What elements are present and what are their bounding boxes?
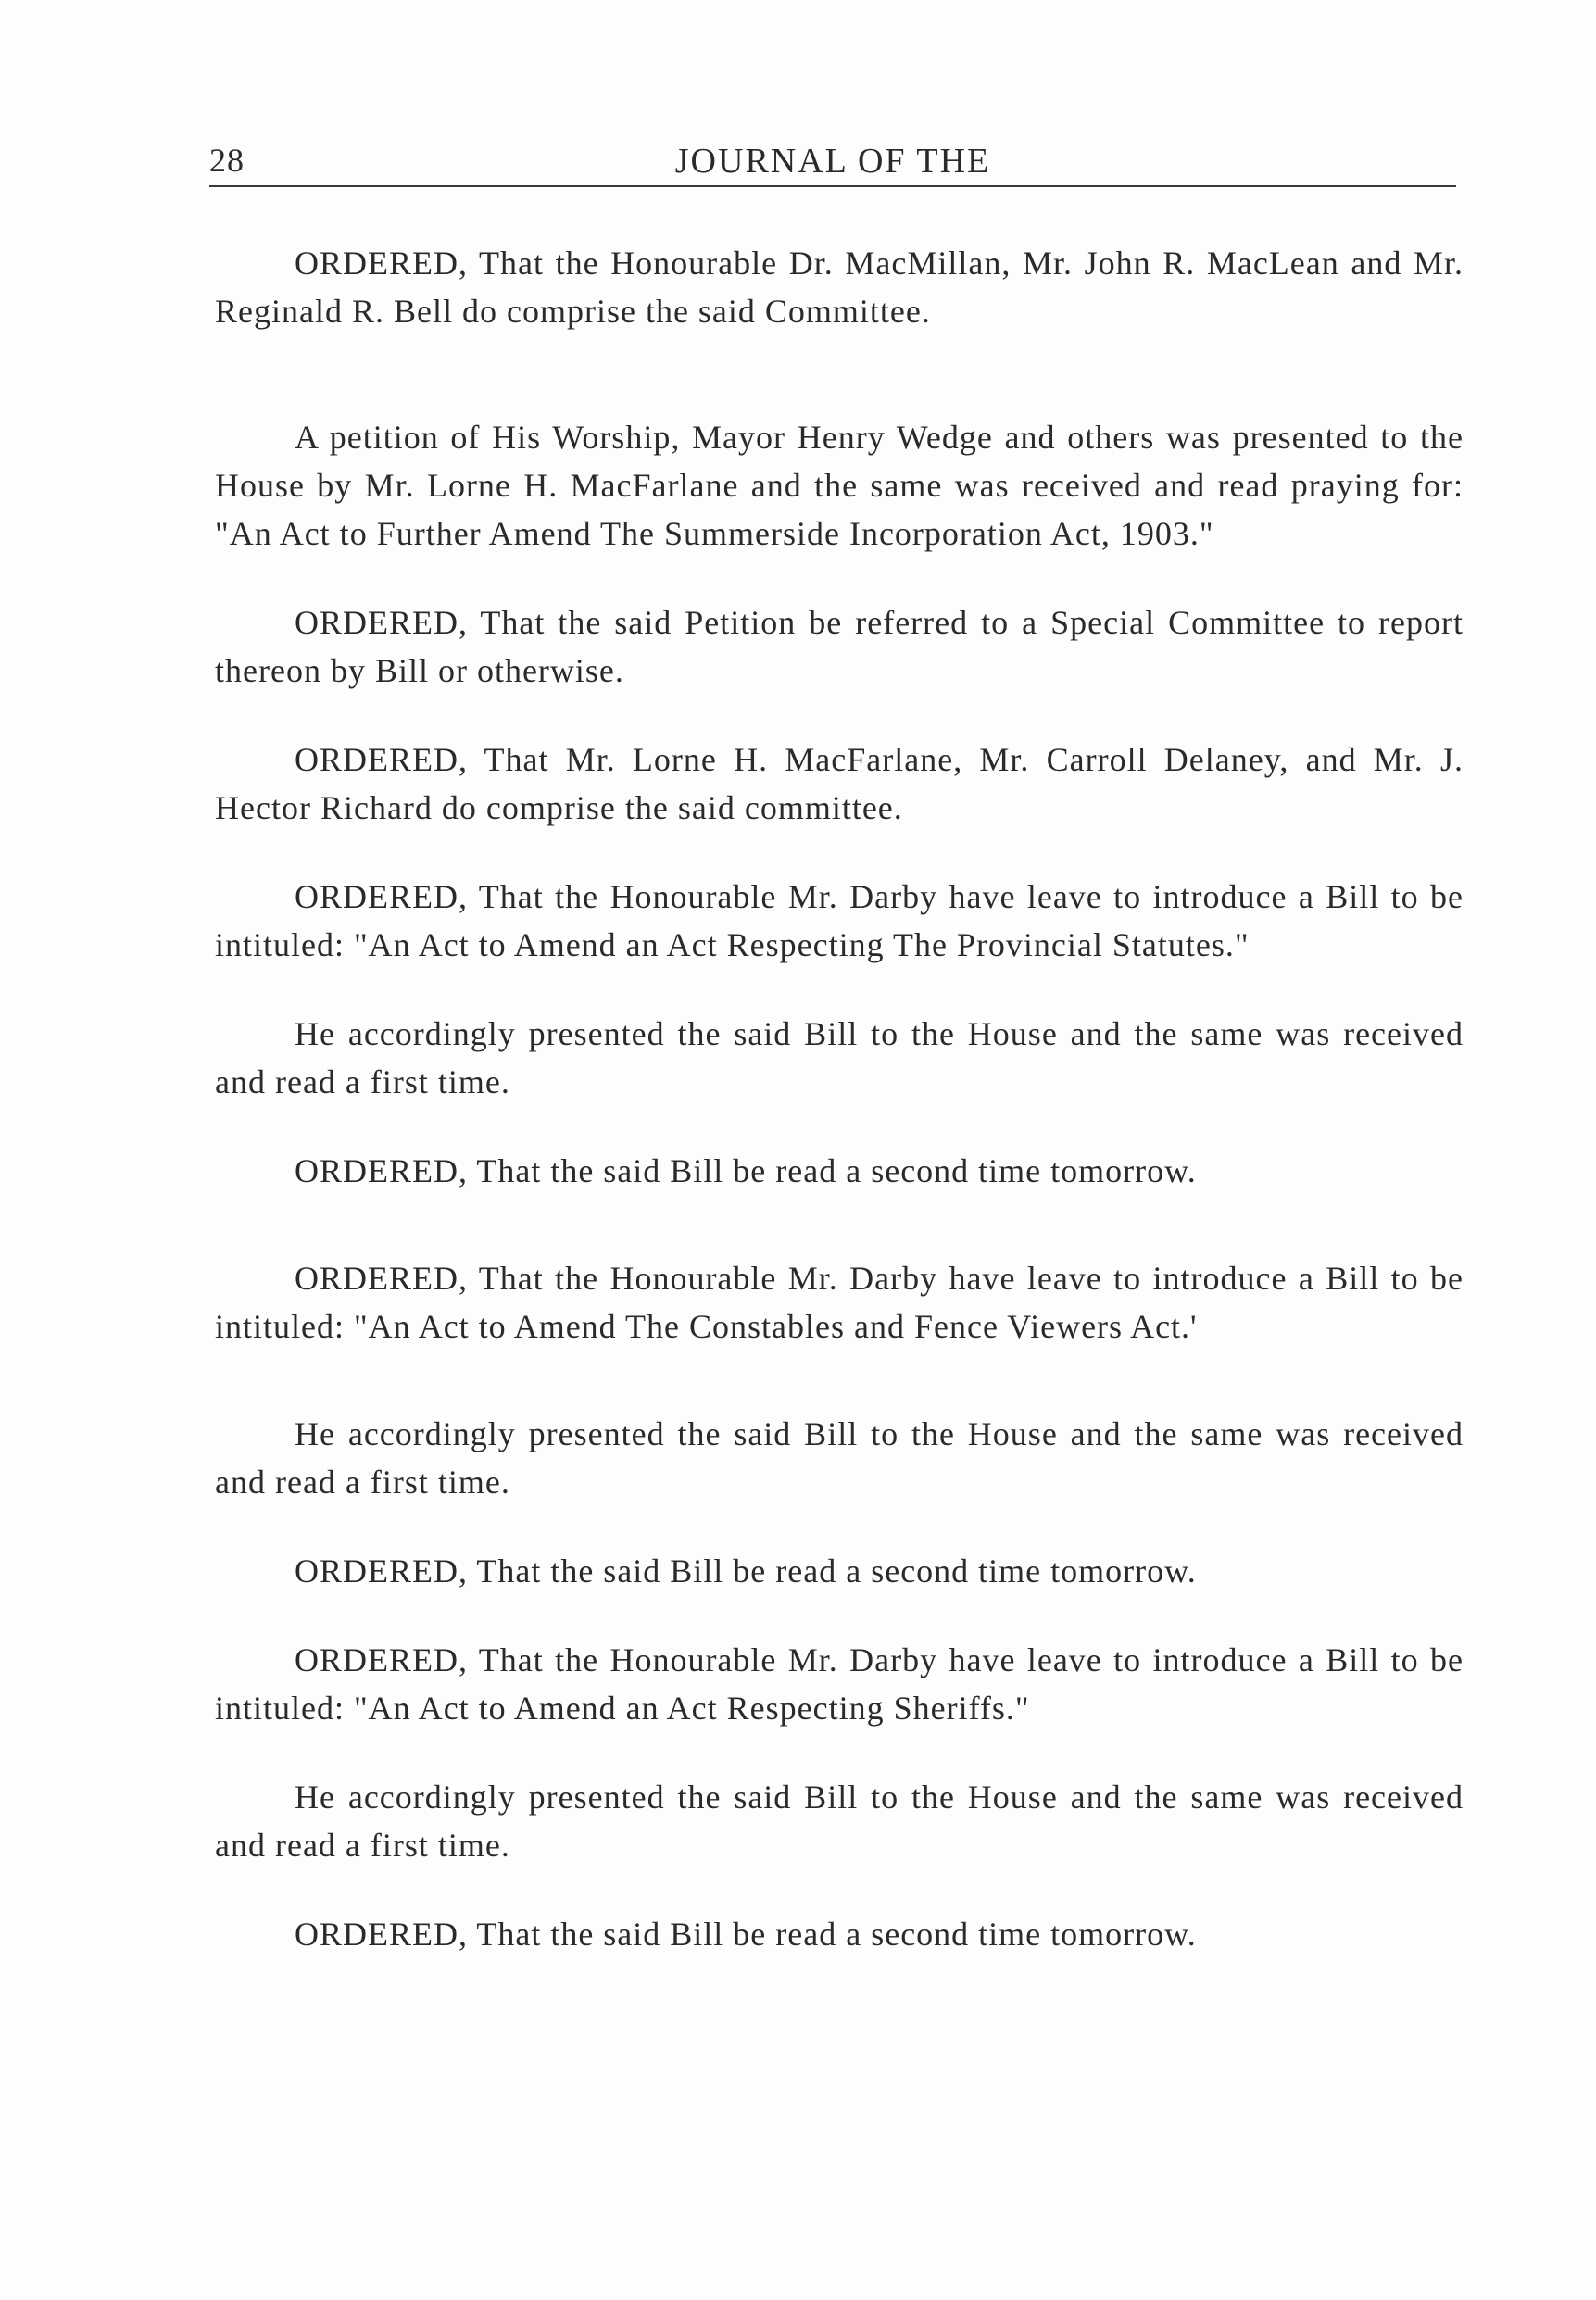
body-text [215,239,1464,1958]
running-head: JOURNAL OF THE [674,142,991,181]
paragraph: ORDERED, That the Honourable Dr. MacMillan, Mr. John R. MacLean and Mr. Reginald R. Bell do comprise the said Committee. [215,245,1464,330]
paragraph: He accordingly presented the said Bill to the House and the same was received and read a first time. [215,1778,1464,1864]
paragraph: ORDERED, That the said Bill be read a second time tomorrow. [295,1916,1197,1953]
page-number: 28 [209,142,245,179]
paragraph: ORDERED, That Mr. Lorne H. MacFarlane, Mr. Carroll Delaney, and Mr. J. Hector Richard do comprise the said committee. [215,741,1464,826]
paragraph: ORDERED, That the said Petition be referred to a Special Committee to report thereon by Bill or otherwise. [215,604,1464,689]
page-header [209,137,1456,187]
paragraph: ORDERED, That the said Bill be read a second time tomorrow. [295,1552,1197,1590]
paragraph: ORDERED, That the Honourable Mr. Darby have leave to introduce a Bill to be intituled: "An Act to Amend The Constables and Fence Viewers Act.' [215,1260,1464,1345]
paragraph: ORDERED, That the said Bill be read a second time tomorrow. [295,1152,1197,1189]
paragraph: ORDERED, That the Honourable Mr. Darby have leave to introduce a Bill to be intituled: "An Act to Amend an Act Respecting Sheriffs." [215,1641,1464,1727]
paragraph: He accordingly presented the said Bill to the House and the same was received and read a first time. [215,1015,1464,1100]
paragraph: A petition of His Worship, Mayor Henry Wedge and others was presented to the House by Mr. Lorne H. MacFarlane and the same was received and read praying for: "An Act to Further Amend The Summerside Incorporation Act, 1903." [215,419,1464,552]
paragraph: He accordingly presented the said Bill to the House and the same was received and read a first time. [215,1415,1464,1501]
paragraph: ORDERED, That the Honourable Mr. Darby have leave to introduce a Bill to be intituled: "An Act to Amend an Act Respecting The Provincial Statutes." [215,878,1464,963]
